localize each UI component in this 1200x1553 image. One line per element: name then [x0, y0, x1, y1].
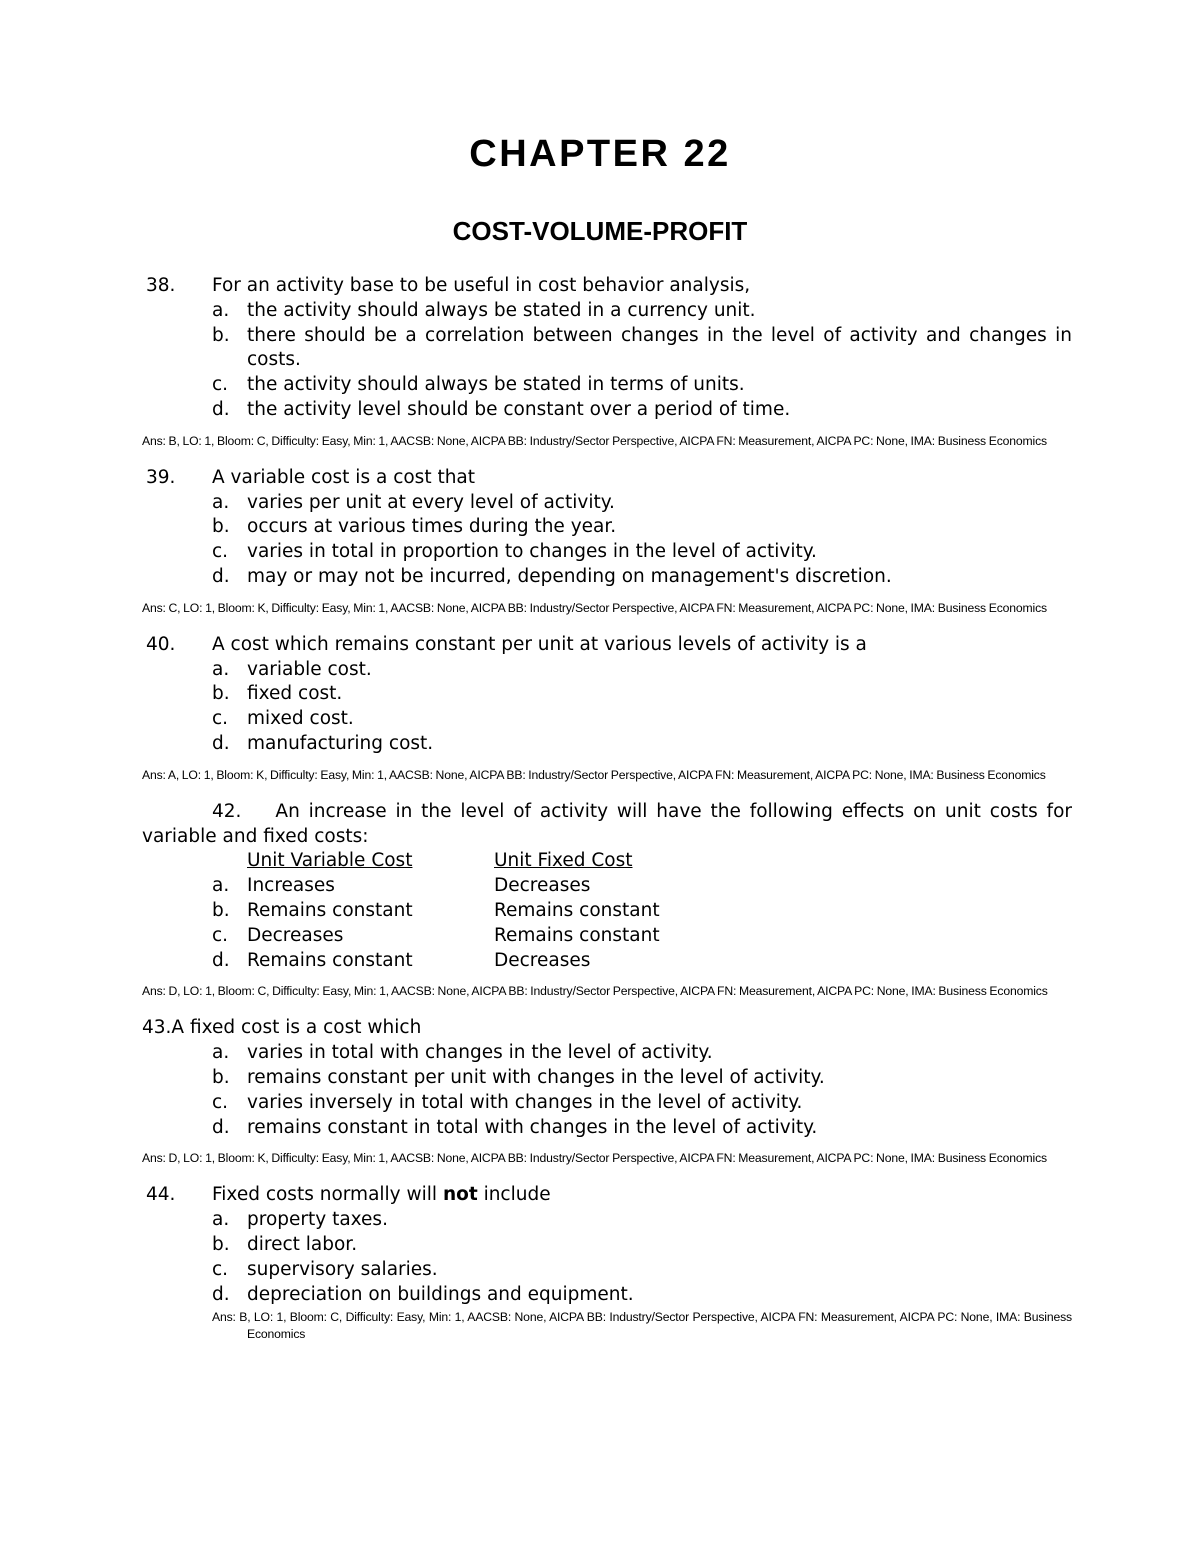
answer-option — [142, 949, 1072, 974]
question-number: 44. — [146, 1184, 176, 1206]
option-text: variable cost. — [247, 658, 372, 680]
answer-option — [142, 1283, 1072, 1308]
answer-option — [142, 707, 1072, 732]
question-number-and-text — [142, 801, 1072, 847]
answer-option — [142, 1258, 1072, 1283]
option-variable-effect: Increases — [247, 875, 335, 897]
option-letter: b. — [212, 899, 230, 921]
option-text: the activity should always be stated in a currency unit. — [247, 299, 756, 321]
answer-option — [142, 1233, 1072, 1258]
option-text: the activity should always be stated in terms of units. — [247, 374, 745, 396]
answer-option — [142, 1041, 1072, 1066]
answer-option — [142, 540, 1072, 565]
option-fixed-effect: Remains constant — [494, 899, 660, 921]
answer-option — [142, 874, 1072, 899]
option-text: manufacturing cost. — [247, 732, 434, 754]
answer-option — [142, 299, 1072, 324]
option-letter: d. — [212, 398, 230, 420]
answer-option — [142, 682, 1072, 707]
question-text: A variable cost is a cost that — [212, 466, 476, 488]
question-number: 40. — [146, 633, 176, 655]
chapter-subtitle: COST-VOLUME-PROFIT — [452, 216, 748, 246]
option-variable-effect: Decreases — [247, 924, 344, 946]
question-stem — [142, 274, 1072, 299]
question-stem — [142, 466, 1072, 491]
answer-option — [142, 1208, 1072, 1233]
question-number: 42. — [212, 800, 242, 822]
option-letter: c. — [212, 374, 229, 396]
question-40 — [142, 633, 1072, 784]
question-number: 38. — [146, 275, 176, 296]
option-letter: a. — [212, 658, 230, 680]
question-number: 39. — [146, 466, 176, 488]
option-text: remains constant in total with changes in the level of activity. — [247, 1116, 818, 1138]
option-text: supervisory salaries. — [247, 1258, 438, 1280]
answer-option — [142, 899, 1072, 924]
question-text: A fixed cost is a cost which — [171, 1017, 422, 1039]
column-header-variable: Unit Variable Cost — [247, 850, 413, 872]
question-44 — [142, 1183, 1072, 1343]
option-text: fixed cost. — [247, 683, 343, 705]
column-headers — [142, 849, 1072, 874]
option-variable-effect: Remains constant — [247, 899, 413, 921]
answer-option — [142, 565, 1072, 590]
option-letter: d. — [212, 565, 230, 587]
answer-option — [142, 373, 1072, 398]
question-text: A cost which remains constant per unit at various levels of activity is a — [212, 633, 867, 655]
option-letter: b. — [212, 1233, 230, 1255]
option-fixed-effect: Decreases — [494, 875, 591, 897]
answer-key: Ans: B, LO: 1, Bloom: C, Difficulty: Easy, Min: 1, AACSB: None, AICPA BB: Industry/Sector Perspective, AICPA FN: Measurement, AICPA PC: None, IMA: Business Economics — [212, 1310, 1072, 1342]
answer-option — [142, 324, 1072, 374]
option-fixed-effect: Remains constant — [494, 924, 660, 946]
option-text: there should be a correlation between changes in the level of activity and changes in costs. — [247, 324, 1072, 371]
answer-option — [142, 1066, 1072, 1091]
column-header-fixed: Unit Fixed Cost — [494, 850, 633, 872]
question-number: 43. — [142, 1017, 172, 1039]
option-letter: d. — [212, 1283, 230, 1305]
answer-key: Ans: C, LO: 1, Bloom: K, Difficulty: Easy, Min: 1, AACSB: None, AICPA BB: Industry/Sector Perspective, AICPA FN: Measurement, AICPA PC: None, IMA: Business Economics — [142, 600, 1047, 615]
question-text-start: Fixed costs normally will — [212, 1184, 443, 1206]
answer-key: Ans: B, LO: 1, Bloom: C, Difficulty: Easy, Min: 1, AACSB: None, AICPA BB: Industry/Sector Perspective, AICPA FN: Measurement, AICPA PC: None, IMA: Business Economics — [142, 433, 1047, 448]
option-text: property taxes. — [247, 1209, 388, 1231]
option-text: occurs at various times during the year. — [247, 516, 617, 538]
answer-option — [142, 1091, 1072, 1116]
option-text: varies in total in proportion to changes in the level of activity. — [247, 541, 817, 563]
question-stem — [142, 1016, 1072, 1041]
chapter-title: CHAPTER 22 — [469, 133, 731, 175]
option-letter: c. — [212, 541, 229, 563]
option-text: varies in total with changes in the level of activity. — [247, 1042, 713, 1064]
answer-option — [142, 1116, 1072, 1141]
option-letter: b. — [212, 683, 230, 705]
option-text: the activity level should be constant over a period of time. — [247, 398, 791, 420]
answer-key: Ans: D, LO: 1, Bloom: K, Difficulty: Easy, Min: 1, AACSB: None, AICPA BB: Industry/Sector Perspective, AICPA FN: Measurement, AICPA PC: None, IMA: Business Economics — [142, 1151, 1047, 1166]
option-letter: a. — [212, 1042, 230, 1064]
option-letter: b. — [212, 324, 230, 346]
option-text: may or may not be incurred, depending on management's discretion. — [247, 565, 892, 587]
question-42 — [142, 800, 1072, 1001]
option-letter: c. — [212, 924, 229, 946]
option-text: remains constant per unit with changes in the level of activity. — [247, 1066, 825, 1088]
question-39 — [142, 466, 1072, 617]
question-38 — [142, 274, 1072, 450]
answer-key: Ans: D, LO: 1, Bloom: C, Difficulty: Easy, Min: 1, AACSB: None, AICPA BB: Industry/Sector Perspective, AICPA FN: Measurement, AICPA PC: None, IMA: Business Economics — [142, 984, 1048, 999]
option-letter: c. — [212, 1258, 229, 1280]
option-letter: a. — [212, 875, 230, 897]
question-text-end: include — [477, 1184, 551, 1206]
answer-option — [142, 491, 1072, 516]
option-text: varies per unit at every level of activity. — [247, 491, 615, 513]
option-letter: d. — [212, 949, 230, 971]
option-letter: b. — [212, 516, 230, 538]
option-letter: c. — [212, 708, 229, 730]
question-list — [142, 274, 1072, 1343]
answer-option — [142, 398, 1072, 423]
answer-option — [142, 924, 1072, 949]
question-text: An increase in the level of activity will have the following effects on unit costs for variable and fixed costs: — [142, 800, 1072, 847]
question-stem — [142, 1183, 1072, 1208]
option-letter: a. — [212, 299, 230, 321]
option-text: depreciation on buildings and equipment. — [247, 1283, 634, 1305]
answer-key: Ans: A, LO: 1, Bloom: K, Difficulty: Easy, Min: 1, AACSB: None, AICPA BB: Industry/Sector Perspective, AICPA FN: Measurement, AICPA PC: None, IMA: Business Economics — [142, 767, 1046, 782]
question-stem — [142, 800, 1072, 850]
option-letter: c. — [212, 1091, 229, 1113]
question-text-emphasis: not — [442, 1184, 478, 1206]
option-variable-effect: Remains constant — [247, 949, 413, 971]
question-text: For an activity base to be useful in cost behavior analysis, — [212, 275, 751, 296]
question-stem — [142, 633, 1072, 658]
answer-option — [142, 732, 1072, 757]
option-letter: a. — [212, 1209, 230, 1231]
option-letter: d. — [212, 732, 230, 754]
option-letter: d. — [212, 1116, 230, 1138]
question-43 — [142, 1016, 1072, 1167]
option-text: direct labor. — [247, 1233, 358, 1255]
option-text: mixed cost. — [247, 708, 354, 730]
option-letter: a. — [212, 491, 230, 513]
option-fixed-effect: Decreases — [494, 949, 591, 971]
answer-option — [142, 658, 1072, 683]
option-letter: b. — [212, 1066, 230, 1088]
option-text: varies inversely in total with changes in the level of activity. — [247, 1091, 803, 1113]
answer-option — [142, 515, 1072, 540]
